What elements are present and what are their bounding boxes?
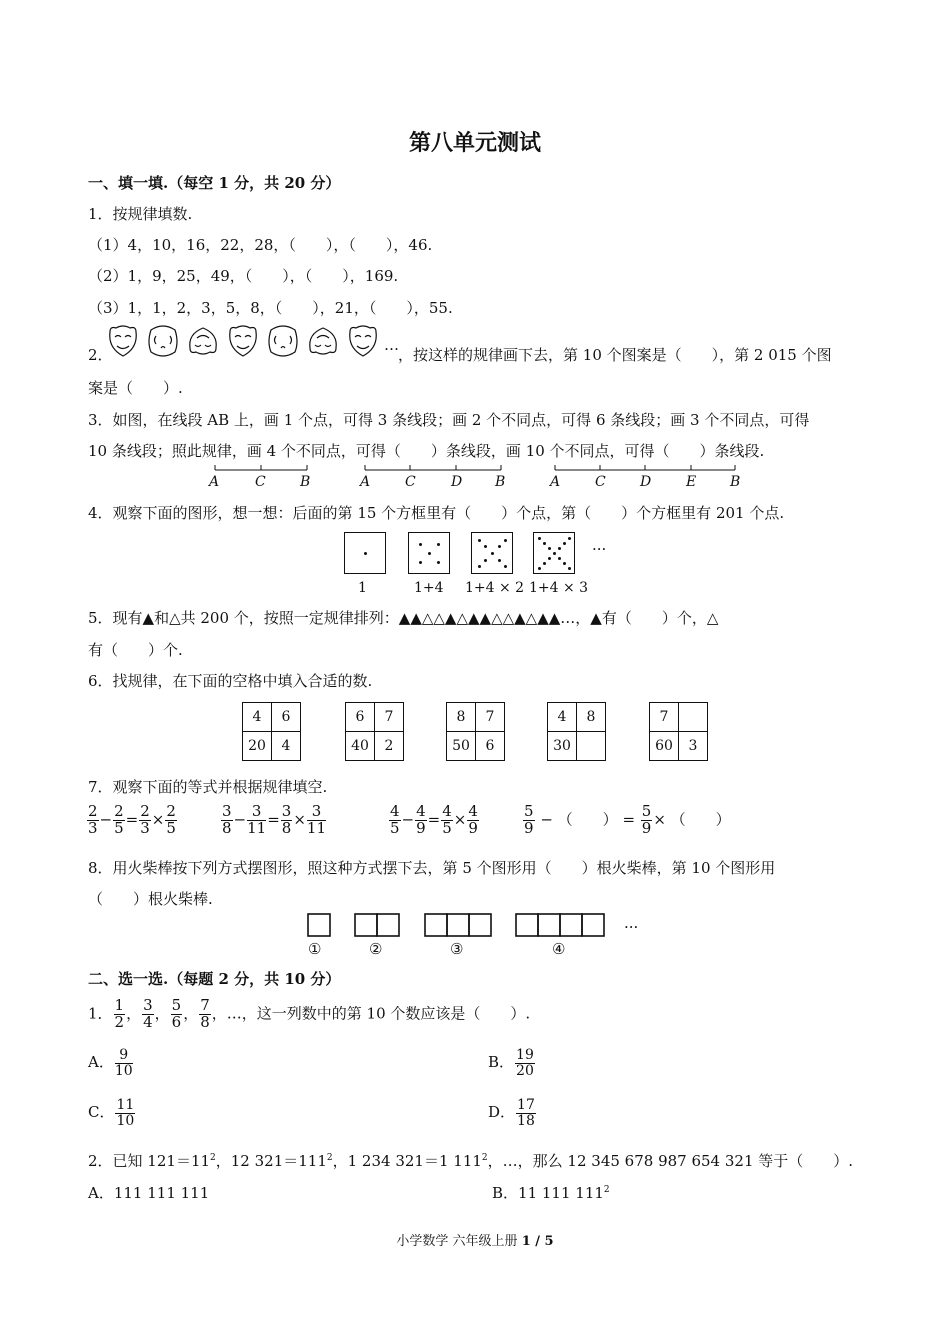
q2-ellipsis: … [384, 336, 399, 354]
seg3-label: D [640, 474, 652, 490]
q4-label: 1 [358, 580, 367, 596]
face-icon [190, 328, 216, 354]
q8-line1: 8．用火柴棒按下列方式摆图形，照这种方式摆下去，第 5 个图形用（ ）根火柴棒，第 10 个图形用 [88, 859, 776, 877]
q4-label: 1+4 × 3 [529, 580, 589, 596]
seg1-label: A [209, 474, 220, 490]
option-a[interactable]: A． $\frac{9}{10}$ [88, 1047, 133, 1079]
page-title: 第八单元测试 [408, 130, 541, 156]
seg3-label: A [550, 474, 561, 490]
q7-equation-3: $\frac{4}{5}$ − $\frac{4}{9}$ = $\frac{4}{5}$ × $\frac{4}{9}$ [390, 802, 478, 837]
option-d[interactable]: D． $\frac{17}{18}$ [488, 1097, 535, 1129]
s2-q2-option-a[interactable]: A．111 111 111 [88, 1184, 210, 1202]
q2-text2: 案是（ ）. [88, 379, 183, 397]
q7-equation-4: $\frac{5}{9}$ − （ ） = $\frac{5}{9}$ × （ ） [524, 802, 731, 837]
figure-label: ④ [552, 940, 566, 958]
matchstick-figures [300, 910, 620, 942]
q3-line1: 3．如图，在线段 AB 上，画 1 个点，可得 3 条线段；画 2 个不同点，可得 6 条线段；画 3 个不同点，可得 [88, 411, 810, 429]
q1-stem: 1．按规律填数. [88, 205, 193, 223]
seg1-label: C [255, 474, 266, 490]
q5-line1: 5．现有▲和△共 200 个，按照一定规律排列：▲▲△△▲△▲▲△△▲△▲▲…，▲有（ ）个，△ [88, 609, 719, 627]
number-grid: 7 60 3 [649, 702, 708, 761]
q7-equation-1: $\frac{2}{3}$ − $\frac{2}{5}$ = $\frac{2}{3}$ × $\frac{2}{5}$ [88, 802, 176, 837]
segment-diagrams [205, 462, 745, 474]
face-icon [350, 326, 376, 356]
q1-line3: （3）1，1，2，3，5，8，（ ），21，（ ），55. [88, 299, 453, 317]
q4-text: 4．观察下面的图形，想一想：后面的第 15 个方框里有（ ）个点，第（ ）个方框里有 201 个点. [88, 504, 785, 522]
q1-line1: （1）4，10，16，22，28，（ ），（ ），46. [88, 236, 433, 254]
option-c[interactable]: C． $\frac{11}{10}$ [88, 1097, 135, 1129]
figure-label: ① [308, 940, 322, 958]
page-footer: 小学数学 六年级上册 1 / 5 [396, 1234, 554, 1249]
q6-text: 6．找规律，在下面的空格中填入合适的数. [88, 672, 373, 690]
seg2-label: A [360, 474, 371, 490]
face-icon [230, 326, 256, 356]
q7-equation-2: $\frac{3}{8}$ − $\frac{3}{11}$ = $\frac{3}{8}$ × $\frac{3}{11}$ [222, 802, 327, 837]
s2-q2: 2．已知 $121=11^2$，12 $321=111^2$，1 234 321＝1 $111^2$，…，那么 12 345 678 987 654 321 等于（ ）. [88, 1152, 854, 1170]
figure-label: ② [369, 940, 383, 958]
seg3-label: E [686, 474, 697, 490]
face-icon [269, 326, 297, 356]
q2-num: 2． [88, 346, 113, 364]
face-icon [310, 328, 336, 354]
q4-label: 1+4 [414, 580, 444, 596]
q8-line2: （ ）根火柴棒. [88, 890, 213, 908]
face-icon [149, 326, 177, 356]
q1-line2: （2）1，9，25，49，（ ），（ ），169. [88, 267, 399, 285]
q3-line2: 10 条线段；照此规律，画 4 个不同点，可得（ ）条线段，画 10 个不同点，可得（ ）条线段. [88, 442, 765, 460]
seg3-label: B [730, 474, 741, 490]
q7-text: 7．观察下面的等式并根据规律填空. [88, 778, 328, 796]
number-grid: 4 6 20 4 [242, 702, 301, 761]
blank-cell[interactable] [679, 703, 708, 732]
q4-ellipsis: ··· [592, 540, 607, 558]
dot-box [471, 532, 513, 574]
number-grid: 6 7 40 2 [345, 702, 404, 761]
face-icon [110, 326, 136, 356]
option-b[interactable]: B． $\frac{19}{20}$ [488, 1047, 534, 1079]
s2-q1: 1． $\frac{1}{2}$ ， $\frac{3}{4}$ ， $\frac{5}{6}$ ， $\frac{7}{8}$ ，…，这一列数中的第 10 个数应该是（ ）. [88, 996, 531, 1031]
dot-box [344, 532, 386, 574]
section1-heading: 一、填一填.（每空 1 分，共 20 分） [88, 174, 341, 192]
seg2-label: B [495, 474, 506, 490]
q8-ellipsis: ··· [624, 918, 639, 936]
seg1-label: B [300, 474, 311, 490]
figure-label: ③ [450, 940, 464, 958]
section2-heading: 二、选一选.（每题 2 分，共 10 分） [88, 970, 341, 988]
dot-box [533, 532, 575, 574]
seg2-label: D [451, 474, 463, 490]
seg2-label: C [405, 474, 416, 490]
blank-cell[interactable] [577, 732, 606, 761]
face-pattern [106, 324, 386, 364]
seg3-label: C [595, 474, 606, 490]
number-grid: 8 7 50 6 [446, 702, 505, 761]
q2-text: ，按这样的规律画下去，第 10 个图案是（ ），第 2 015 个图 [398, 346, 832, 364]
dot-box [408, 532, 450, 574]
q5-line2: 有（ ）个. [88, 641, 183, 659]
number-grid: 4 8 30 [547, 702, 606, 761]
s2-q2-option-b[interactable]: B．11 111 $111^2$ [492, 1184, 610, 1202]
q4-label: 1+4 × 2 [465, 580, 525, 596]
